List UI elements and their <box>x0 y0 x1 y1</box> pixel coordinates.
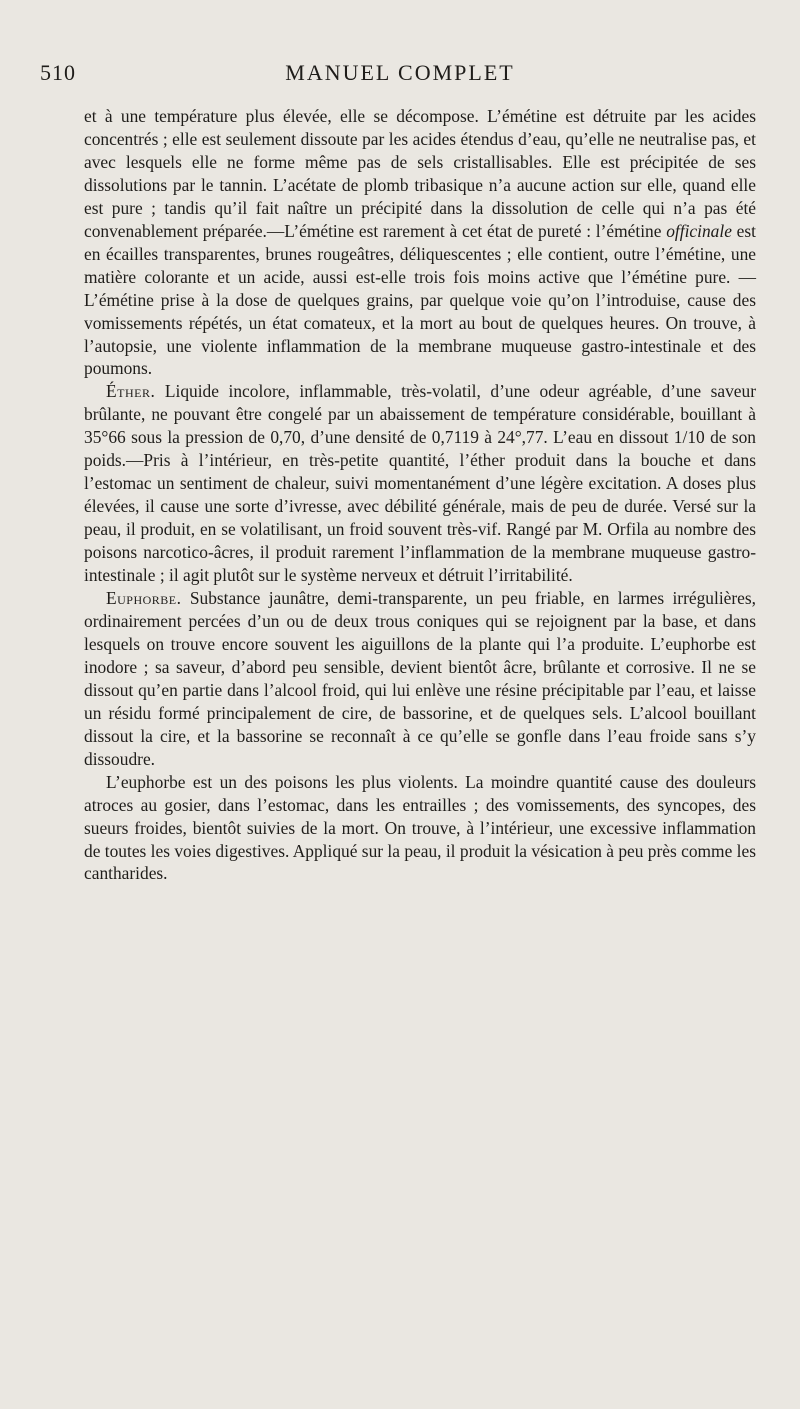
paragraph-euphorbe-toxicity <box>84 771 756 886</box>
body-text <box>84 105 756 885</box>
paragraph-text: Liquide incolore, inflammable, très-volatil, d’une odeur agréable, d’une saveur brûlante, ne pouvant être congelé par un abaissement de température considérable, bouillant à 35°66 sous la pression de 0,70, d’une densité de 0,7119 à 24°,77. L’eau en dissout 1/10 de son poids.—Pris à l’intérieur, en très-petite quantité, l’éther produit dans la bouche et dans l’estomac un sentiment de chaleur, suivi momentanément d’une légère excitation. A doses plus élevées, il cause une sorte d’ivresse, avec débilité générale, mais de peu de durée. Versé sur la peau, il produit, en se volatilisant, un froid souvent très-vif. Rangé par M. Orfila au nombre des poisons narcotico-âcres, il produit rarement l’inflammation de la membrane muqueuse gastro-intestinale ; il agit plutôt sur le système nerveux et détruit l’irritabilité. <box>84 381 756 586</box>
page-number: 510 <box>40 60 76 85</box>
italic-term: officinale <box>666 220 732 241</box>
paragraph-text: est en écailles transparentes, brunes rougeâtres, déliquescentes ; elle contient, outre l’émétine, une matière colorante et un acide, aussi est-elle trois fois moins active que l’émétine pure. — L’émétine prise à la dose de quelques grains, par quelque voie qu’on l’introduise, cause des vomissements répétés, un état comateux, et la mort au bout de quelques heures. On trouve, à l’autopsie, une violente inflammation de la membrane muqueuse gastro-intestinale et des poumons. <box>84 220 756 379</box>
running-head <box>40 60 760 90</box>
entry-term-euphorbe: Euphorbe. <box>106 588 182 609</box>
entry-term-ether: Éther. <box>106 381 156 402</box>
running-title: MANUEL COMPLET <box>285 60 515 85</box>
paragraph-euphorbe <box>84 587 756 771</box>
paragraph-emetine-continued <box>84 105 756 380</box>
paragraph-text: Substance jaunâtre, demi-transparente, un peu friable, en larmes irrégulières, ordinairement percées d’un ou de deux trous coniques qui se rejoignent par la base, et dans lesquels on trouve encore souvent les aiguillons de la plante qui l’a produite. L’euphorbe est inodore ; sa saveur, d’abord peu sensible, devient bientôt âcre, brûlante et corrosive. Il ne se dissout qu’en partie dans l’alcool froid, qui lui enlève une résine précipitable par l’eau, et laisse un résidu formé principalement de cire, de bassorine, et de quelques sels. L’alcool bouillant dissout la cire, et la bassorine se reconnaît à ce qu’elle se gonfle dans l’eau froide sans s’y dissoudre. <box>84 588 756 769</box>
paragraph-text: et à une température plus élevée, elle se décompose. L’émétine est détruite par les acides concentrés ; elle est seulement dissoute par les acides étendus d’eau, qu’elle ne neutralise pas, et avec lesquels elle ne forme même pas de sels cristallisables. Elle est précipitée de ses dissolutions par le tannin. L’acétate de plomb tribasique n’a aucune action sur elle, quand elle est pure ; tandis qu’il fait naître un précipité dans la dissolution de celle qui n’a pas été convenablement préparée.—L’émétine est rarement à cet état de pureté : l’émétine <box>84 106 756 241</box>
paragraph-text: L’euphorbe est un des poisons les plus violents. La moindre quantité cause des douleurs atroces au gosier, dans l’estomac, dans les entrailles ; des vomissements, des syncopes, des sueurs froides, bientôt suivies de la mort. On trouve, à l’intérieur, une excessive inflammation de toutes les voies digestives. Appliqué sur la peau, il produit la vésication à peu près comme les cantharides. <box>84 771 756 884</box>
paragraph-ether <box>84 380 756 587</box>
